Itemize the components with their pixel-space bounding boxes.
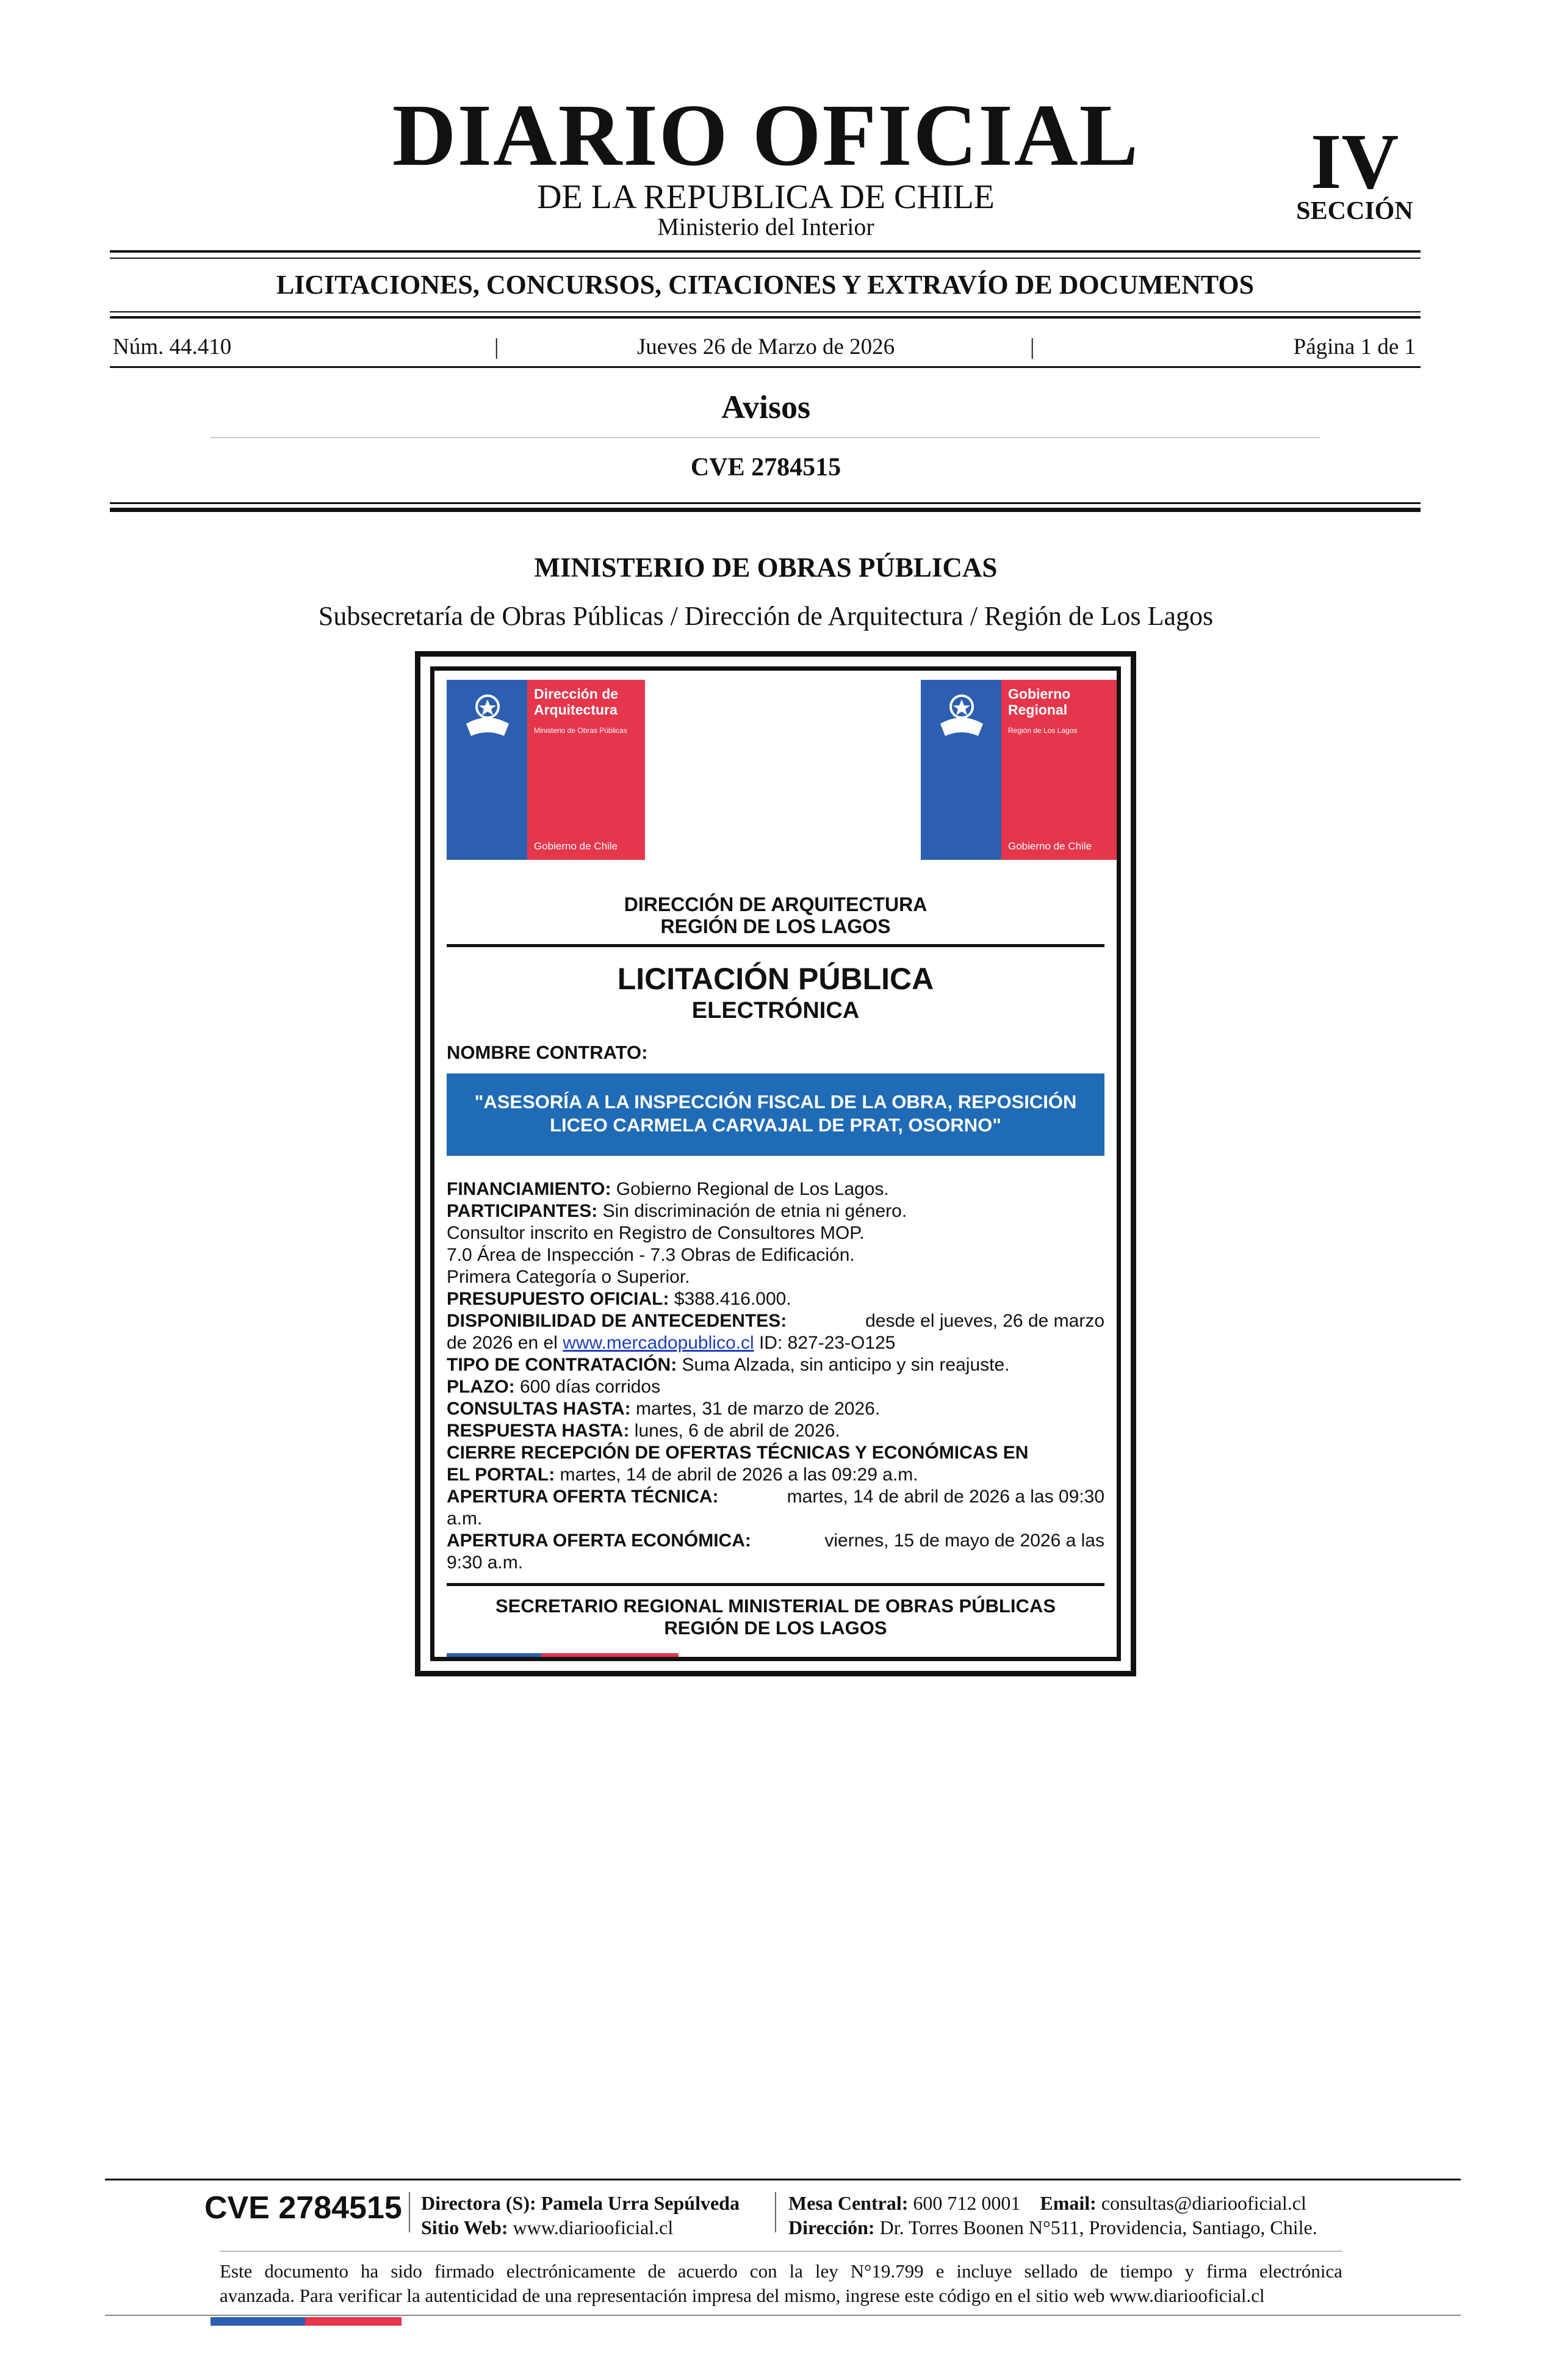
notice-rule-1 xyxy=(447,944,1104,947)
notice-details xyxy=(447,1178,1104,1574)
masthead-subtitle: DE LA REPUBLICA DE CHILE xyxy=(537,178,995,216)
direccion-value: Dr. Torres Boonen N°511, Providencia, Santiago, Chile. xyxy=(874,2216,1317,2238)
chile-crest-icon xyxy=(460,687,515,742)
band-title: LICITACIONES, CONCURSOS, CITACIONES Y EXTRAVÍO DE DOCUMENTOS xyxy=(276,270,1255,300)
disclaimer-line2: avanzada. Para verificar la autenticidad de una representación impresa del mismo, ingrese este código en el sitio web www.diariooficial.cl xyxy=(220,2285,1265,2306)
logo-left-line3: Gobierno de Chile xyxy=(534,840,618,852)
chile-crest-icon xyxy=(934,687,989,742)
band-rule-thin xyxy=(110,311,1421,312)
mesa-label: Mesa Central: xyxy=(788,2192,909,2214)
consultas-value: martes, 31 de marzo de 2026. xyxy=(630,1399,881,1419)
footer-rule xyxy=(105,2179,1461,2180)
logo-gobierno-regional xyxy=(921,680,1119,860)
issue-separator: | xyxy=(1030,334,1035,359)
cve-heading: CVE 2784515 xyxy=(690,453,841,481)
apertura-tecnica-value-cont: a.m. xyxy=(447,1509,483,1529)
direccion-label: Dirección: xyxy=(788,2216,875,2238)
notice-frame xyxy=(415,651,1136,1676)
plazo-label: PLAZO: xyxy=(447,1377,515,1397)
apertura-economica-value: viernes, 15 de mayo de 2026 a las xyxy=(824,1531,1104,1551)
footer-separator xyxy=(409,2192,410,2232)
director-value: Pamela Urra Sepúlveda xyxy=(536,2192,740,2214)
apertura-economica-label: APERTURA OFERTA ECONÓMICA: xyxy=(447,1531,751,1551)
footer-cve: CVE 2784515 xyxy=(204,2190,402,2226)
disclaimer-line1: Este documento ha sido firmado electrónicamente de acuerdo con la ley N°19.799 e incluye sellado de tiempo y firma electrónica xyxy=(220,2260,1342,2282)
contract-label: NOMBRE CONTRATO: xyxy=(447,1042,648,1063)
participantes-label: PARTICIPANTES: xyxy=(447,1201,598,1221)
logo-right-line2: Región de Los Lagos xyxy=(1008,726,1078,735)
email-value[interactable]: consultas@diariooficial.cl xyxy=(1096,2192,1306,2214)
tipo-contratacion-value: Suma Alzada, sin anticipo y sin reajuste. xyxy=(677,1355,1010,1375)
disponibilidad-value-cont: de 2026 en el xyxy=(447,1333,563,1353)
masthead-rule-top xyxy=(110,250,1421,253)
band-rule xyxy=(110,316,1421,319)
notice-flag-stripe xyxy=(447,1653,679,1661)
participantes-value: Sin discriminación de etnia ni género. xyxy=(597,1201,907,1221)
header-rule-thick xyxy=(110,508,1421,512)
issue-separator: | xyxy=(494,334,499,359)
presupuesto-label: PRESUPUESTO OFICIAL: xyxy=(447,1289,669,1309)
logo-left-line2: Ministerio de Obras Públicas xyxy=(534,726,627,735)
contract-name-line1: "ASESORÍA A LA INSPECCIÓN FISCAL DE LA OBRA, REPOSICIÓN xyxy=(474,1091,1077,1112)
web-value[interactable]: www.diariooficial.cl xyxy=(508,2216,674,2238)
apertura-tecnica-value: martes, 14 de abril de 2026 a las 09:30 xyxy=(787,1487,1104,1507)
mercadopublico-link[interactable]: www.mercadopublico.cl xyxy=(563,1333,754,1353)
masthead-ministry: Ministerio del Interior xyxy=(657,213,874,240)
issue-date: Jueves 26 de Marzo de 2026 xyxy=(636,334,895,359)
footer-bottom-rule xyxy=(105,2315,1461,2316)
masthead-title: DIARIO OFICIAL xyxy=(392,87,1140,184)
consultor-line: Consultor inscrito en Registro de Consultores MOP. xyxy=(447,1223,865,1243)
cierre-label-cont: EL PORTAL: xyxy=(447,1465,555,1485)
logo-right-line3: Gobierno de Chile xyxy=(1008,840,1092,852)
notice-subtitle: ELECTRÓNICA xyxy=(691,998,860,1023)
contract-name-banner xyxy=(447,1073,1104,1156)
issuer-subsection: Subsecretaría de Obras Públicas / Dirección de Arquitectura / Región de Los Lagos xyxy=(318,601,1214,631)
footer-director-block xyxy=(421,2191,740,2240)
issuer-ministry: MINISTERIO DE OBRAS PÚBLICAS xyxy=(534,552,998,583)
contract-name-line2: LICEO CARMELA CARVAJAL DE PRAT, OSORNO" xyxy=(550,1114,1001,1136)
footer-flag-blue xyxy=(211,2317,305,2326)
masthead-rule-top-thin xyxy=(110,258,1421,259)
apertura-tecnica-label: APERTURA OFERTA TÉCNICA: xyxy=(447,1487,719,1507)
respuesta-label: RESPUESTA HASTA: xyxy=(447,1421,630,1441)
apertura-economica-value-cont: 9:30 a.m. xyxy=(447,1552,524,1573)
presupuesto-value: $388.416.000. xyxy=(669,1289,791,1309)
notice-header xyxy=(434,893,1117,937)
footer-divider xyxy=(220,2251,1342,2252)
notice-header-line2: REGIÓN DE LOS LAGOS xyxy=(660,915,891,937)
issue-page: Página 1 de 1 xyxy=(1293,334,1416,359)
notice-header-line1: DIRECCIÓN DE ARQUITECTURA xyxy=(624,893,927,915)
issue-number: Núm. 44.410 xyxy=(113,334,232,359)
section-number: IV xyxy=(1310,118,1399,206)
section-heading: Avisos xyxy=(721,389,811,425)
logo-right-line1: Gobierno Regional xyxy=(1008,686,1071,718)
footer-disclaimer xyxy=(220,2259,1342,2308)
footer-flag-red xyxy=(305,2317,402,2326)
footer-separator xyxy=(775,2192,776,2232)
director-label: Directora (S): xyxy=(421,2192,536,2214)
header-rule-thin xyxy=(110,502,1421,504)
email-label: Email: xyxy=(1040,2192,1097,2214)
avisos-divider xyxy=(211,437,1320,438)
mesa-value: 600 712 0001 xyxy=(908,2192,1021,2214)
notice-title: LICITACIÓN PÚBLICA xyxy=(617,962,934,996)
section-label: SECCIÓN xyxy=(1296,197,1413,225)
signature-line1: SECRETARIO REGIONAL MINISTERIAL DE OBRAS PÚBLICAS xyxy=(495,1595,1056,1617)
issue-rule xyxy=(110,366,1421,368)
licitacion-id: ID: 827-23-O125 xyxy=(754,1333,896,1353)
cierre-label: CIERRE RECEPCIÓN DE OFERTAS TÉCNICAS Y ECONÓMICAS EN xyxy=(447,1443,1029,1463)
logo-direccion-arquitectura xyxy=(447,680,645,860)
disponibilidad-value: desde el jueves, 26 de marzo xyxy=(865,1311,1104,1331)
web-label: Sitio Web: xyxy=(421,2216,508,2238)
notice-rule-2 xyxy=(447,1583,1104,1586)
notice-signature xyxy=(434,1595,1117,1639)
cierre-value: martes, 14 de abril de 2026 a las 09:29 a.m. xyxy=(555,1465,918,1485)
signature-line2: REGIÓN DE LOS LAGOS xyxy=(664,1617,887,1639)
tipo-contratacion-label: TIPO DE CONTRATACIÓN: xyxy=(447,1355,677,1375)
categoria-line: Primera Categoría o Superior. xyxy=(447,1267,690,1287)
financiamiento-label: FINANCIAMIENTO: xyxy=(447,1179,611,1199)
respuesta-value: lunes, 6 de abril de 2026. xyxy=(629,1421,840,1441)
logo-left-line1: Dirección de Arquitectura xyxy=(534,686,619,718)
area-line: 7.0 Área de Inspección - 7.3 Obras de Edificación. xyxy=(447,1245,855,1265)
financiamiento-value: Gobierno Regional de Los Lagos. xyxy=(611,1179,889,1199)
plazo-value: 600 días corridos xyxy=(514,1377,661,1397)
notice-inner-frame xyxy=(430,666,1121,1661)
consultas-label: CONSULTAS HASTA: xyxy=(447,1399,631,1419)
disponibilidad-label: DISPONIBILIDAD DE ANTECEDENTES: xyxy=(447,1311,787,1331)
footer-contact-block xyxy=(788,2191,1317,2240)
